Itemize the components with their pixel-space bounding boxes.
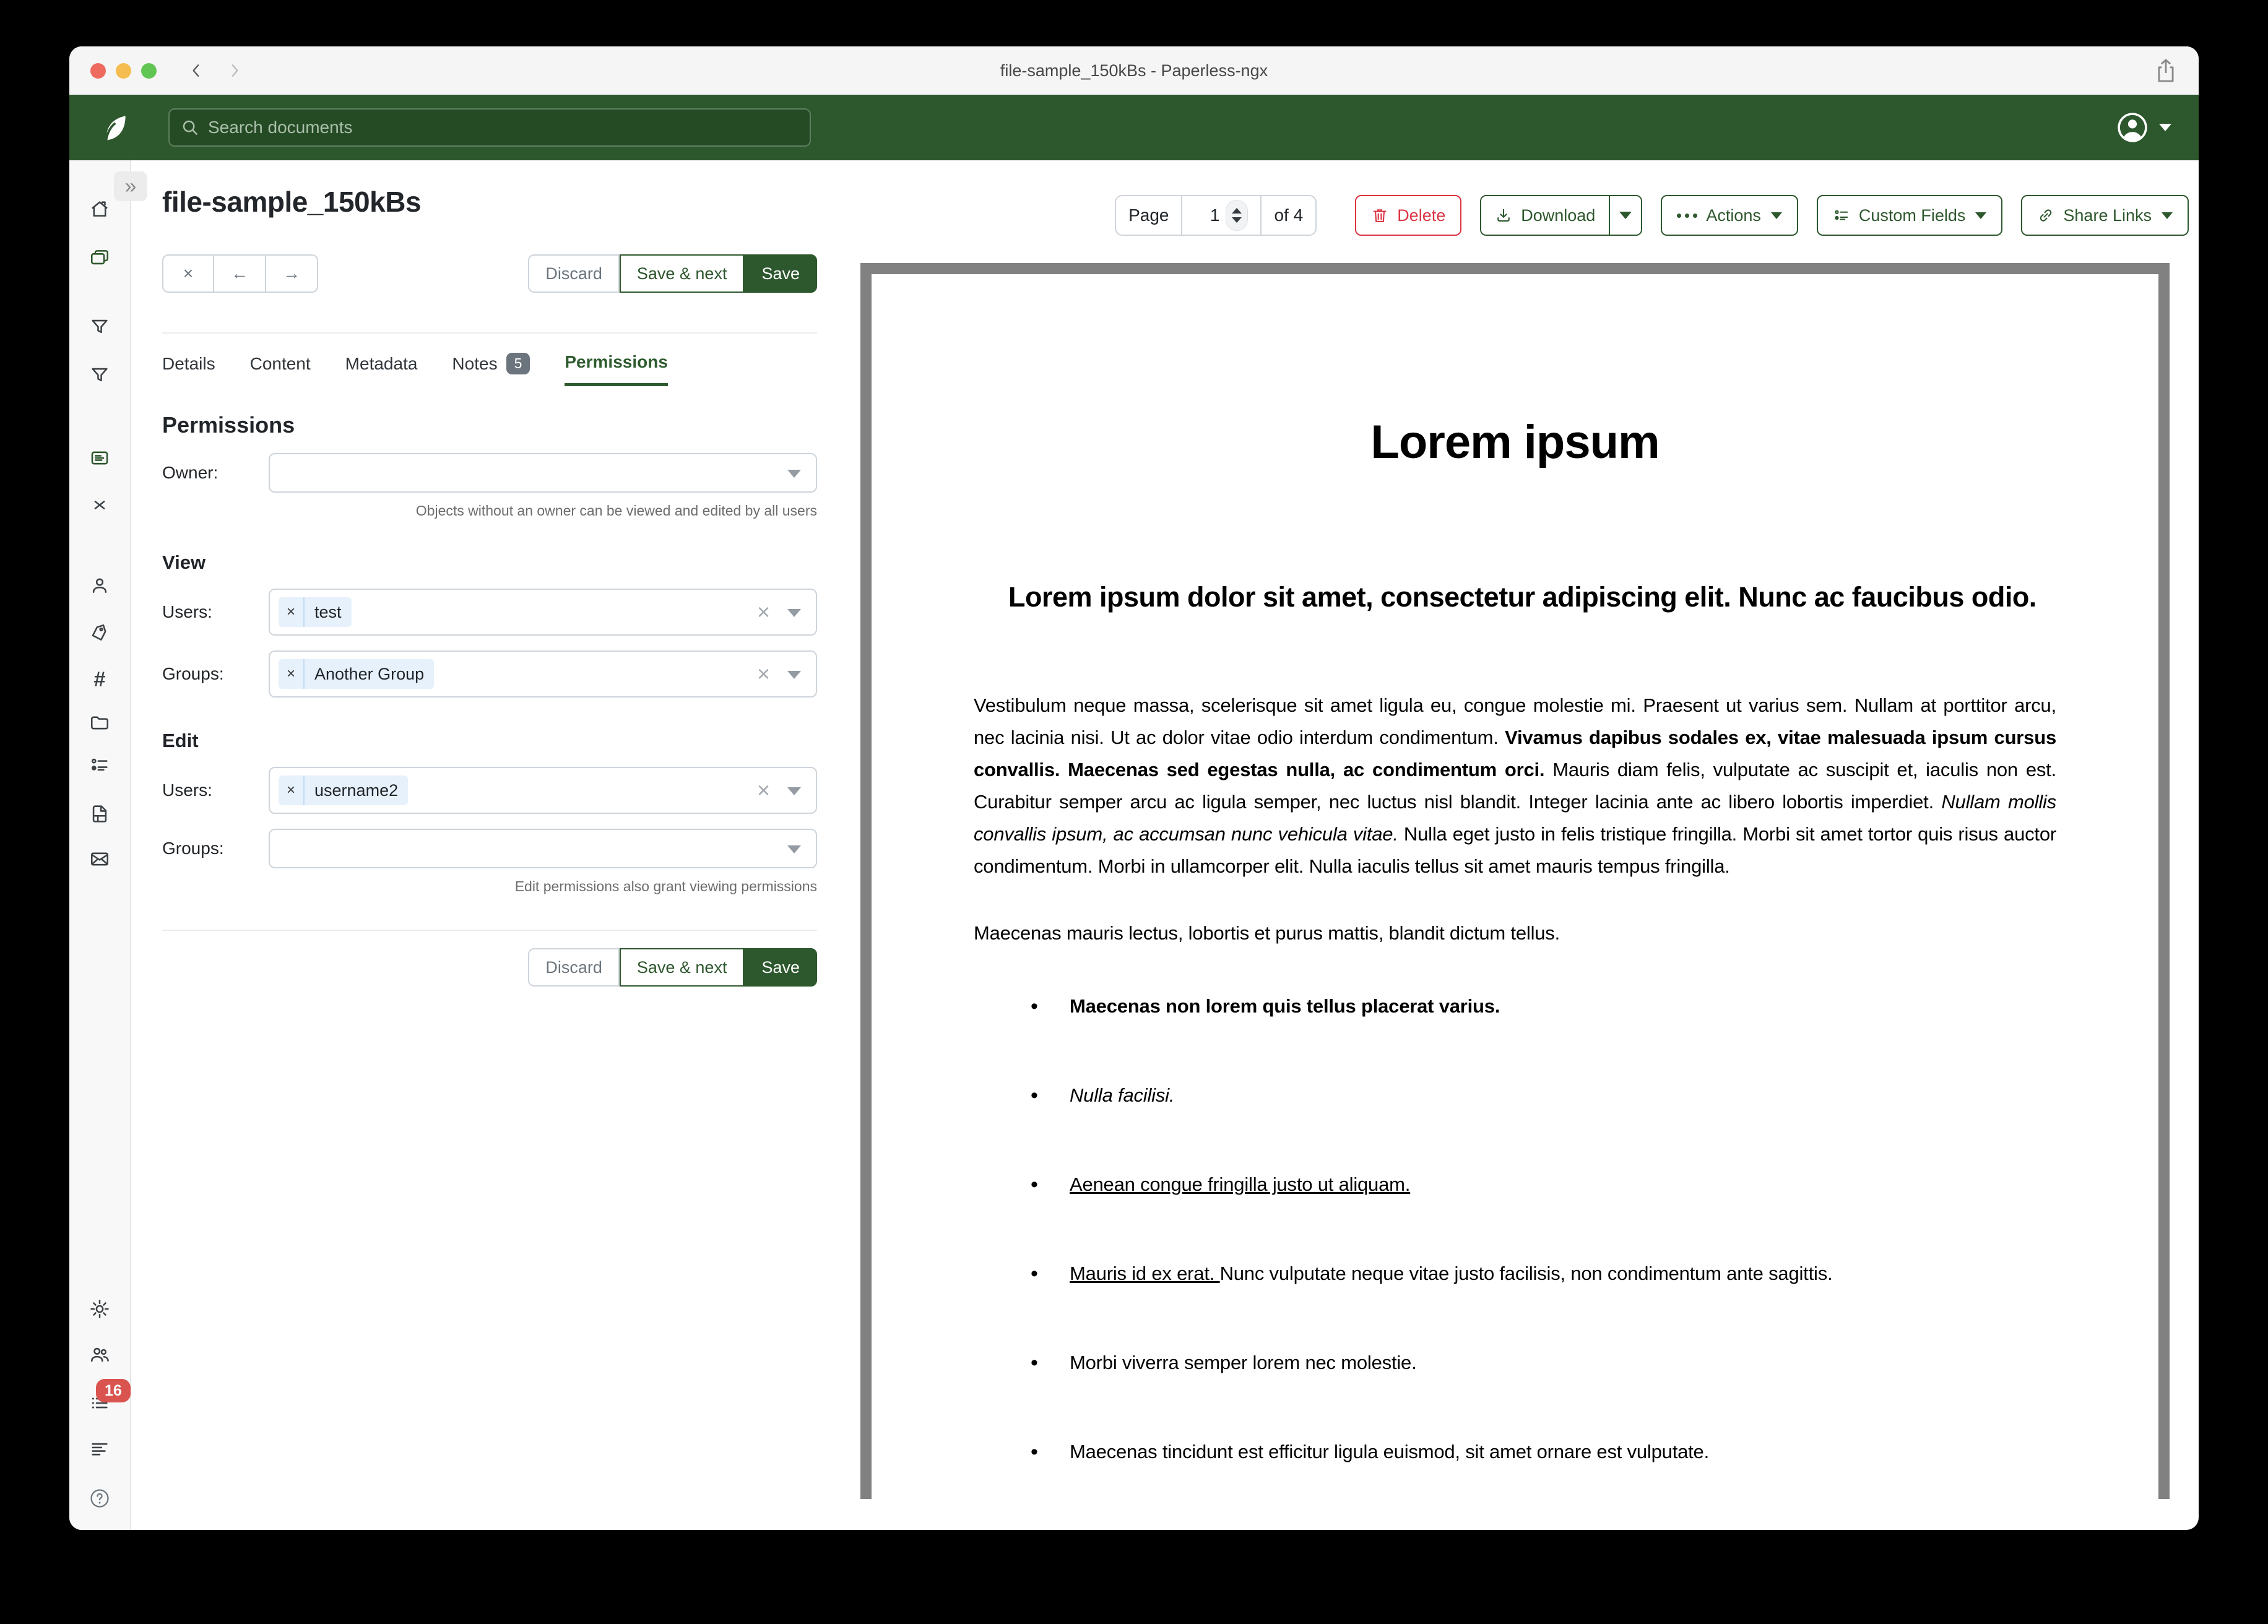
tab-metadata[interactable]: Metadata [345,353,418,373]
discard-button[interactable]: Discard [528,254,620,293]
chip-label: username2 [314,780,399,800]
sidebar-item-dashboard[interactable] [87,199,112,220]
caret-down-icon [787,787,801,795]
next-document-button[interactable]: → [266,254,318,293]
clear-select-icon[interactable]: × [756,661,770,686]
actions-button-label: Actions [1706,205,1761,225]
pdf-document-subtitle: Lorem ipsum dolor sit amet, consectetur adipiscing elit. Nunc ac faucibus odio. [1008,581,2036,613]
caret-down-icon [1975,212,1986,219]
sidebar-item-correspondents[interactable] [87,575,112,596]
custom-fields-button-label: Custom Fields [1858,205,1966,225]
sidebar-item-document-types[interactable] [87,669,112,690]
caret-down-icon [787,470,801,478]
folder-icon [89,712,110,733]
house-icon [89,199,110,220]
funnel-icon [89,316,110,337]
remove-chip-icon[interactable]: × [279,775,305,805]
view-users-label: Users: [162,602,212,621]
permissions-heading: Permissions [162,412,295,438]
field-list-icon [89,754,110,775]
paperless-logo-icon [97,110,131,145]
tab-notes[interactable] [452,353,530,386]
app-sidebar [69,160,137,1530]
sidebar-item-logs[interactable] [87,1438,112,1459]
download-button-label: Download [1521,205,1596,225]
save-and-next-button[interactable]: Save & next [620,948,745,987]
remove-chip-icon[interactable]: × [279,659,305,689]
pdf-page [872,274,2158,1499]
view-users-select[interactable] [269,589,817,636]
stepper-down-icon[interactable] [1232,217,1242,223]
app-navbar [69,95,2199,160]
delete-button-label: Delete [1397,205,1446,225]
close-window-button[interactable] [90,63,106,79]
envelope-icon [89,849,110,870]
caret-down-icon [787,671,801,679]
selected-user-chip [279,597,352,627]
trash-icon [1371,207,1388,224]
clear-select-icon[interactable]: × [756,777,770,803]
sidebar-item-mail[interactable] [87,849,112,870]
question-circle-icon [89,1488,110,1509]
sidebar-item-settings[interactable] [87,1298,112,1320]
file-icon [89,803,110,824]
stacked-documents-icon [89,247,110,268]
pdf-bullet-item: • Nulla facilisi. [974,1079,2056,1112]
hash-icon: # [93,667,106,691]
page-total-label: of 4 [1260,196,1315,235]
view-groups-select[interactable] [269,650,817,698]
ellipsis-icon [1677,214,1697,218]
funnel-icon [89,365,110,386]
view-groups-label: Groups: [162,664,224,683]
download-options-button[interactable] [1609,196,1641,235]
tab-notes-label: Notes [452,353,498,373]
sidebar-item-storage-paths[interactable] [87,712,112,733]
owner-label: Owner: [162,463,219,482]
save-button-group-bottom [528,948,817,987]
save-button-group [528,254,817,293]
search-icon [181,118,199,137]
sidebar-item-file-tasks[interactable] [87,803,112,824]
caret-down-icon [787,609,801,617]
note-card-icon [89,447,110,469]
link-icon [2037,207,2054,224]
chevron-down-icon [2159,124,2171,131]
discard-button[interactable]: Discard [528,948,620,987]
edit-groups-select[interactable] [269,829,817,868]
sidebar-item-documents[interactable] [87,247,112,268]
owner-select[interactable] [269,453,817,493]
tag-icon [87,621,113,647]
caret-down-icon [1771,212,1782,219]
save-button[interactable]: Save [744,254,817,293]
tab-permissions[interactable]: Permissions [565,352,668,386]
user-avatar-icon [2117,112,2148,143]
caret-down-icon [787,845,801,853]
pdf-bullet-item: • Morbi viverra semper lorem nec molestie. [974,1347,2056,1379]
page-navigation-widget [1115,195,1317,236]
sidebar-item-saved-view-2[interactable] [87,365,112,386]
remove-chip-icon[interactable]: × [279,597,305,627]
search-input[interactable] [208,118,799,137]
gear-icon [89,1298,110,1320]
chip-label: test [314,602,342,621]
pdf-bullet-item: • Maecenas tincidunt est efficitur ligula euismod, sit amet ornare est vulputate. [974,1436,2056,1468]
pdf-bullet-item: • Maecenas non lorem quis tellus placerat varius. [974,990,2056,1022]
sidebar-item-close-document[interactable] [87,495,112,516]
caret-down-icon [1619,212,1632,219]
sidebar-item-tags[interactable] [87,623,112,644]
document-title: file-sample_150kBs [162,186,422,218]
save-and-next-button[interactable]: Save & next [620,254,745,293]
edit-users-label: Users: [162,780,212,800]
selected-user-chip [279,775,408,805]
sidebar-item-custom-fields[interactable] [87,754,112,775]
close-document-button[interactable]: × [162,254,214,293]
pdf-document-title: Lorem ipsum [1370,416,1660,469]
download-icon [1495,207,1512,224]
clear-select-icon[interactable]: × [756,599,770,624]
edit-heading: Edit [162,730,199,751]
document-edit-panel [131,160,823,1530]
previous-document-button[interactable]: ← [214,254,266,293]
pdf-bullet-list [974,990,2056,1468]
page-stepper[interactable] [1226,200,1248,231]
browser-back-icon[interactable] [189,63,205,79]
save-button[interactable]: Save [744,948,817,987]
window-titlebar [69,46,2199,95]
window-title: file-sample_150kBs - Paperless-ngx [1000,61,1268,80]
tab-details[interactable]: Details [162,353,215,373]
download-split-button [1480,195,1642,236]
sidebar-item-saved-view-1[interactable] [87,316,112,337]
sidebar-item-documentation[interactable] [87,1488,112,1509]
field-list-icon [1833,207,1850,224]
user-menu[interactable] [2117,112,2171,143]
tab-content[interactable]: Content [249,353,311,373]
sidebar-expand-button[interactable]: » [114,171,147,201]
close-x-icon [89,495,110,516]
caret-down-icon [2162,212,2173,219]
sidebar-item-users-groups[interactable] [87,1344,112,1365]
share-icon[interactable] [2154,58,2178,84]
document-preview-panel [823,160,2199,1530]
chip-label: Another Group [314,664,425,683]
zoom-window-button[interactable] [141,63,157,79]
text-lines-icon [89,1438,110,1459]
stepper-up-icon[interactable] [1232,208,1242,214]
sidebar-item-tasks[interactable] [87,1382,122,1414]
page-label: Page [1128,205,1169,225]
delete-button[interactable] [1355,195,1461,236]
pdf-viewer[interactable] [860,263,2170,1499]
minimize-window-button[interactable] [116,63,131,79]
traffic-lights [90,63,157,79]
owner-help-text: Objects without an owner can be viewed and edited by all users [415,503,817,519]
edit-help-text: Edit permissions also grant viewing permissions [514,878,817,894]
people-icon [89,1344,110,1365]
browser-window [69,46,2199,1530]
document-nav-group [162,254,318,293]
browser-forward-icon[interactable] [226,63,242,79]
share-links-button-label: Share Links [2063,205,2152,225]
share-links-button[interactable] [2021,195,2189,236]
pdf-bullet-item: • Aenean congue fringilla justo ut aliquam. [974,1168,2056,1201]
download-button[interactable] [1481,196,1609,235]
selected-group-chip [279,659,434,689]
person-icon [89,575,110,596]
notes-count-badge: 5 [506,353,530,374]
edit-users-select[interactable] [269,767,817,814]
tasks-count-badge: 16 [96,1379,131,1402]
search-box [168,108,811,147]
pdf-bullet-item: • Mauris id ex erat. Nunc vulputate neque vitae justo facilisis, non condimentum ante sagittis. [974,1258,2056,1290]
actions-button[interactable] [1661,195,1798,236]
custom-fields-button[interactable] [1817,195,2003,236]
pdf-paragraph: Vestibulum neque massa, scelerisque sit amet ligula eu, congue molestie mi. Praesent ut varius sem. Nullam at porttitor arcu, nec lacinia nisi. Ut ac dolor vitae odio interdum condimentum. Vivamus dapibus sodales ex, vitae malesuada ipsum cursus convallis. Maecenas sed egestas nulla, ac condimentum orci. Mauris diam felis, vulputate ac suscipit et, iaculis non est. Curabitur semper arcu ac ligula semper, nec luctus nisl blandit. Integer lacinia ante ac libero lobortis imperdiet. Nullam mollis convallis ipsum, ac accumsan nunc vehicula vitae. Nulla eget justo in felis tristique fringilla. Morbi sit amet tortor quis risus auctor condimentum. Morbi in ullamcorper elit. Nulla iaculis tellus sit amet mauris tempus fringilla. [974,694,2056,877]
pdf-paragraph: Maecenas mauris lectus, lobortis et purus mattis, blandit dictum tellus. [974,922,1560,944]
sidebar-item-open-document[interactable] [87,447,112,469]
document-tabs [162,352,817,386]
preview-toolbar [823,195,2189,236]
edit-groups-label: Groups: [162,839,224,858]
view-heading: View [162,551,206,573]
page-number-input[interactable] [1195,205,1219,225]
